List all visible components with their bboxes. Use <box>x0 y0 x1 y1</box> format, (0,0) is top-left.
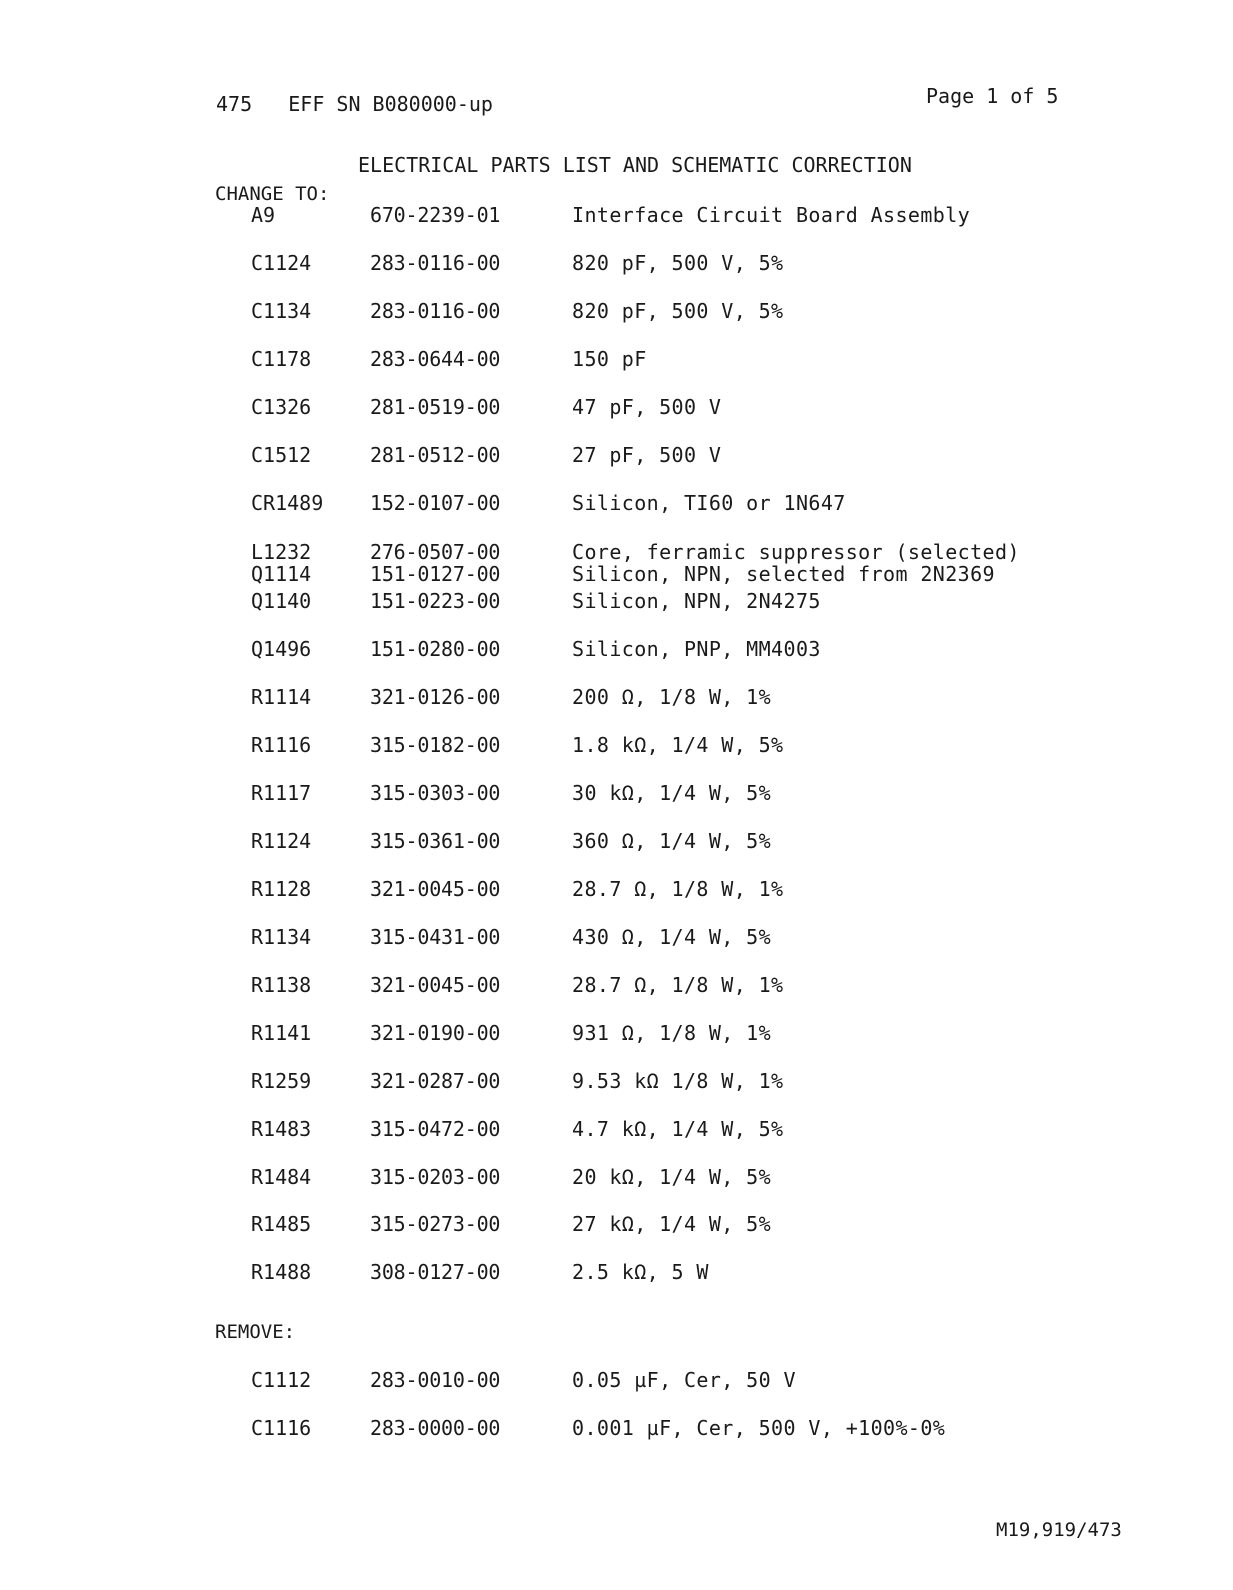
circuit-reference: C1512 <box>251 443 312 467</box>
circuit-reference: R1259 <box>251 1069 312 1093</box>
part-description: 9.53 kΩ 1/8 W, 1% <box>572 1069 784 1093</box>
table-row <box>0 251 1233 275</box>
table-row <box>0 443 1233 467</box>
circuit-reference: R1485 <box>251 1212 312 1236</box>
part-description: 28.7 Ω, 1/8 W, 1% <box>572 973 784 997</box>
part-number: 315-0182-00 <box>370 733 501 757</box>
part-number: 321-0126-00 <box>370 685 501 709</box>
table-row <box>0 1117 1233 1141</box>
part-description: 20 kΩ, 1/4 W, 5% <box>572 1165 772 1189</box>
circuit-reference: Q1496 <box>251 637 312 661</box>
part-description: 27 pF, 500 V <box>572 443 722 467</box>
table-row <box>0 1260 1233 1284</box>
part-number: 152-0107-00 <box>370 491 501 515</box>
part-number: 151-0280-00 <box>370 637 501 661</box>
part-description: 4.7 kΩ, 1/4 W, 5% <box>572 1117 784 1141</box>
circuit-reference: Q1114 <box>251 562 312 586</box>
table-row <box>0 562 1233 586</box>
table-row <box>0 781 1233 805</box>
table-row <box>0 589 1233 613</box>
circuit-reference: R1116 <box>251 733 312 757</box>
document-number: M19,919/473 <box>996 1519 1122 1541</box>
part-description: 0.001 µF, Cer, 500 V, +100%-0% <box>572 1416 946 1440</box>
part-description: Silicon, TI60 or 1N647 <box>572 491 846 515</box>
part-description: Interface Circuit Board Assembly <box>572 203 971 227</box>
circuit-reference: C1116 <box>251 1416 312 1440</box>
part-description: 820 pF, 500 V, 5% <box>572 251 784 275</box>
part-number: 315-0203-00 <box>370 1165 501 1189</box>
table-row <box>0 685 1233 709</box>
part-description: 360 Ω, 1/4 W, 5% <box>572 829 772 853</box>
header-model: 475 EFF SN B080000-up <box>216 92 493 116</box>
circuit-reference: A9 <box>251 203 276 227</box>
circuit-reference: L1232 <box>251 540 312 564</box>
circuit-reference: R1128 <box>251 877 312 901</box>
part-description: Core, ferramic suppressor (selected) <box>572 540 1020 564</box>
part-description: Silicon, NPN, selected from 2N2369 <box>572 562 995 586</box>
circuit-reference: C1124 <box>251 251 312 275</box>
table-row <box>0 540 1233 564</box>
part-description: 47 pF, 500 V <box>572 395 722 419</box>
table-row <box>0 203 1233 227</box>
part-description: 150 pF <box>572 347 647 371</box>
part-number: 315-0431-00 <box>370 925 501 949</box>
page-title: ELECTRICAL PARTS LIST AND SCHEMATIC CORRECTION <box>358 153 912 177</box>
part-number: 315-0273-00 <box>370 1212 501 1236</box>
circuit-reference: R1138 <box>251 973 312 997</box>
part-description: 2.5 kΩ, 5 W <box>572 1260 709 1284</box>
page-number: Page 1 of 5 <box>926 84 1059 108</box>
part-number: 321-0045-00 <box>370 973 501 997</box>
circuit-reference: C1134 <box>251 299 312 323</box>
part-number: 281-0519-00 <box>370 395 501 419</box>
circuit-reference: C1112 <box>251 1368 312 1392</box>
part-description: 28.7 Ω, 1/8 W, 1% <box>572 877 784 901</box>
table-row <box>0 1416 1233 1440</box>
part-number: 283-0116-00 <box>370 251 501 275</box>
part-description: 1.8 kΩ, 1/4 W, 5% <box>572 733 784 757</box>
part-number: 315-0303-00 <box>370 781 501 805</box>
part-description: 200 Ω, 1/8 W, 1% <box>572 685 772 709</box>
part-description: Silicon, NPN, 2N4275 <box>572 589 821 613</box>
table-row <box>0 1165 1233 1189</box>
part-description: 820 pF, 500 V, 5% <box>572 299 784 323</box>
table-row <box>0 491 1233 515</box>
circuit-reference: R1117 <box>251 781 312 805</box>
table-row <box>0 1069 1233 1093</box>
part-description: 0.05 µF, Cer, 50 V <box>572 1368 796 1392</box>
part-number: 151-0127-00 <box>370 562 501 586</box>
part-number: 281-0512-00 <box>370 443 501 467</box>
table-row <box>0 299 1233 323</box>
table-row <box>0 637 1233 661</box>
circuit-reference: CR1489 <box>251 491 324 515</box>
part-number: 283-0000-00 <box>370 1416 501 1440</box>
part-number: 276-0507-00 <box>370 540 501 564</box>
table-row <box>0 347 1233 371</box>
part-number: 315-0472-00 <box>370 1117 501 1141</box>
part-number: 315-0361-00 <box>370 829 501 853</box>
circuit-reference: R1488 <box>251 1260 312 1284</box>
table-row <box>0 973 1233 997</box>
table-row <box>0 925 1233 949</box>
part-description: 931 Ω, 1/8 W, 1% <box>572 1021 772 1045</box>
circuit-reference: C1178 <box>251 347 312 371</box>
circuit-reference: R1141 <box>251 1021 312 1045</box>
circuit-reference: C1326 <box>251 395 312 419</box>
change-to-label: CHANGE TO: <box>215 183 330 205</box>
remove-label: REMOVE: <box>215 1321 296 1343</box>
table-row <box>0 877 1233 901</box>
table-row <box>0 395 1233 419</box>
circuit-reference: Q1140 <box>251 589 312 613</box>
part-number: 670-2239-01 <box>370 203 501 227</box>
circuit-reference: R1114 <box>251 685 312 709</box>
part-number: 321-0045-00 <box>370 877 501 901</box>
part-number: 283-0116-00 <box>370 299 501 323</box>
part-description: 30 kΩ, 1/4 W, 5% <box>572 781 772 805</box>
table-row <box>0 1021 1233 1045</box>
part-number: 308-0127-00 <box>370 1260 501 1284</box>
part-number: 321-0190-00 <box>370 1021 501 1045</box>
circuit-reference: R1484 <box>251 1165 312 1189</box>
circuit-reference: R1483 <box>251 1117 312 1141</box>
table-row <box>0 733 1233 757</box>
circuit-reference: R1124 <box>251 829 312 853</box>
part-number: 321-0287-00 <box>370 1069 501 1093</box>
part-number: 283-0010-00 <box>370 1368 501 1392</box>
part-number: 283-0644-00 <box>370 347 501 371</box>
part-number: 151-0223-00 <box>370 589 501 613</box>
table-row <box>0 829 1233 853</box>
circuit-reference: R1134 <box>251 925 312 949</box>
table-row <box>0 1368 1233 1392</box>
table-row <box>0 1212 1233 1236</box>
part-description: 27 kΩ, 1/4 W, 5% <box>572 1212 772 1236</box>
part-description: 430 Ω, 1/4 W, 5% <box>572 925 772 949</box>
part-description: Silicon, PNP, MM4003 <box>572 637 821 661</box>
